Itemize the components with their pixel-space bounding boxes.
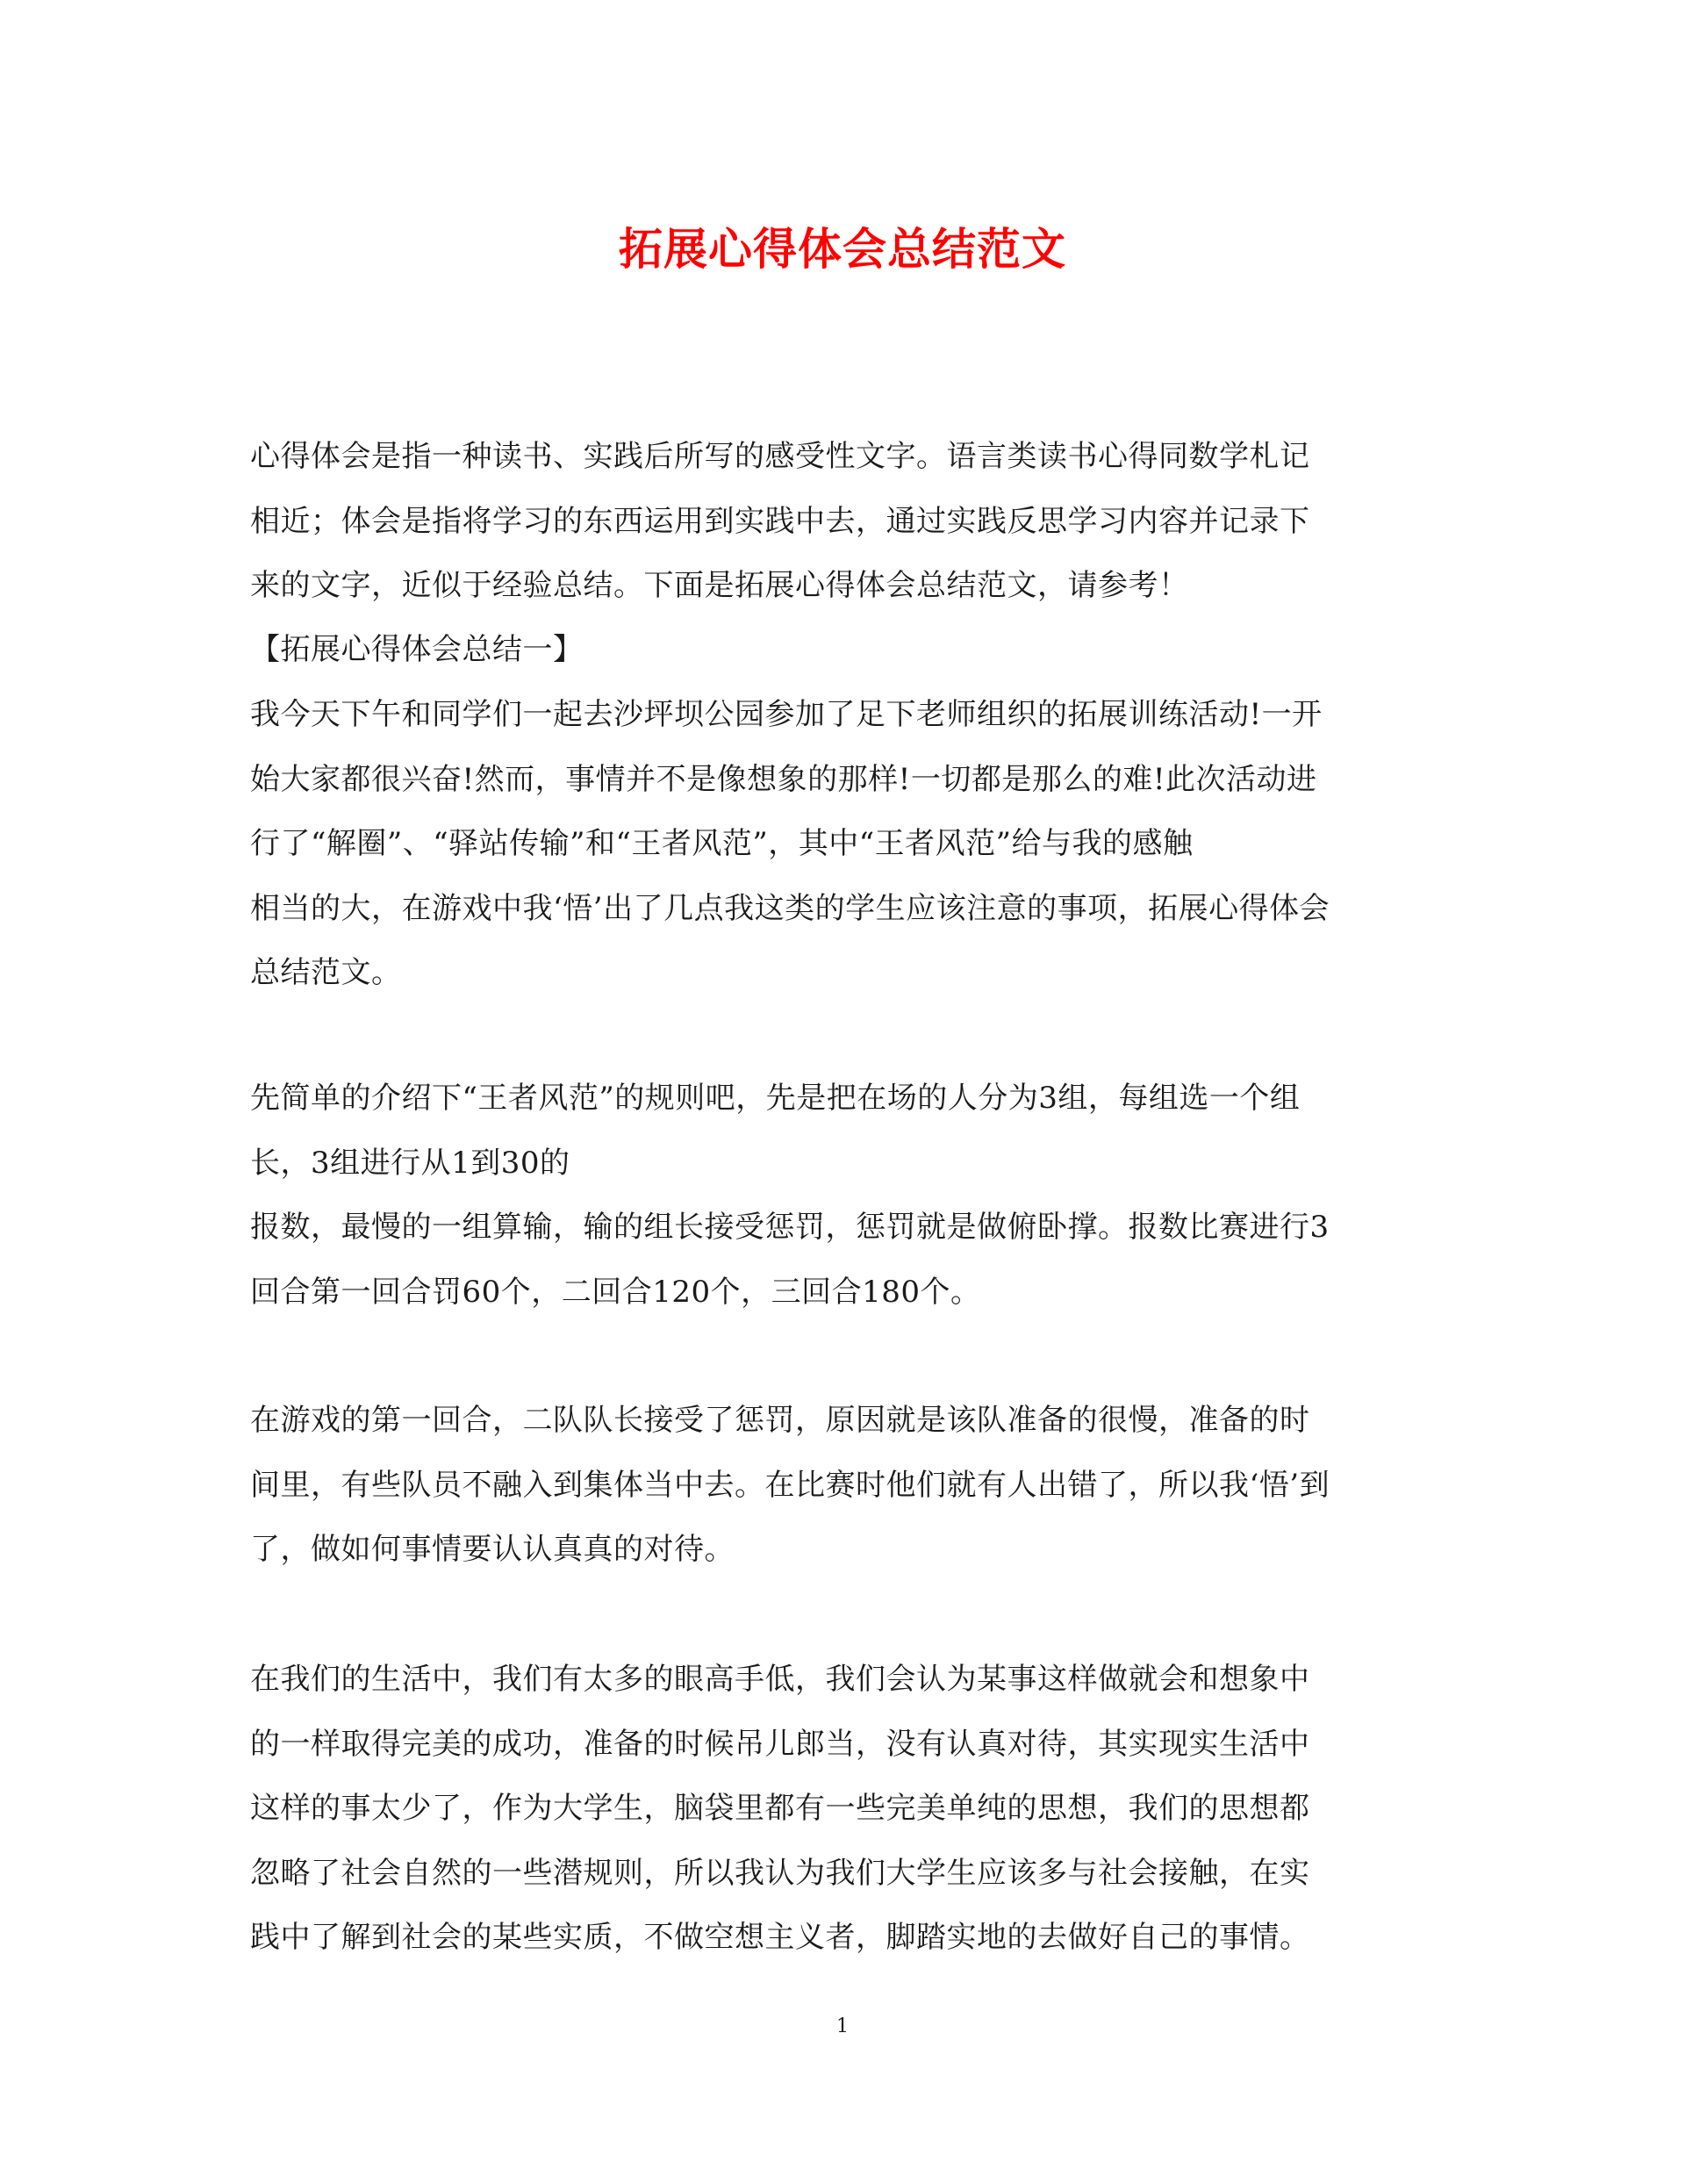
text-line: 心得体会是指一种读书、实践后所写的感受性文字。语言类读书心得同数学札记 (250, 439, 1310, 474)
text-line: 忽略了社会自然的一些潜规则，所以我认为我们大学生应该多与社会接触，在实 (250, 1855, 1310, 1891)
text-line: 在游戏的第一回合，二队队长接受了惩罚，原因就是该队准备的很慢，准备的时 (250, 1403, 1310, 1438)
text-line: 的一样取得完美的成功，准备的时候吊儿郎当，没有认真对待，其实现实生活中 (250, 1726, 1310, 1762)
text-line: 这样的事太少了，作为大学生，脑袋里都有一些完美单纯的思想，我们的思想都 (250, 1791, 1310, 1826)
text-line: 践中了解到社会的某些实质，不做空想主义者，脚踏实地的去做好自己的事情。 (250, 1920, 1310, 1955)
text-line: 始大家都很兴奋!然而，事情并不是像想象的那样!一切都是那么的难!此次活动进 (250, 761, 1317, 797)
page-number: 1 (836, 2015, 849, 2037)
text-line: 在我们的生活中，我们有太多的眼高手低，我们会认为某事这样做就会和想象中 (250, 1662, 1310, 1697)
text-line: 间里，有些队员不融入到集体当中去。在比赛时他们就有人出错了，所以我‘悟’到 (250, 1467, 1330, 1503)
text-line: 相近；体会是指将学习的东西运用到实践中去，通过实践反思学习内容并记录下 (250, 503, 1310, 539)
text-line: 了，做如何事情要认认真真的对待。 (250, 1532, 735, 1567)
document-title: 拓展心得体会总结范文 (619, 223, 1066, 275)
section-heading (250, 618, 1435, 683)
paragraph-round-one (250, 1389, 1435, 1583)
paragraph-intro (250, 425, 1435, 619)
text-line: 我今天下午和同学们一起去沙坪坝公园参加了足下老师组织的拓展训练活动!一开 (250, 697, 1323, 732)
text-line: 先简单的介绍下“王者风范”的规则吧，先是把在场的人分为3组，每组选一个组 (250, 1081, 1301, 1116)
paragraph-rules (250, 1067, 1435, 1196)
text-line: 总结范文。 (250, 955, 402, 990)
text-line: 【拓展心得体会总结一】 (250, 632, 584, 667)
text-line: 报数，最慢的一组算输，输的组长接受惩罚，惩罚就是做俯卧撑。报数比赛进行3 (250, 1210, 1330, 1245)
text-line: 行了“解圈”、“驿站传输”和“王者风范”，其中“王者风范”给与我的感触 (250, 826, 1194, 861)
paragraph-reflection (250, 1648, 1435, 1971)
text-line: 回合第一回合罚60个，二回合120个，三回合180个。 (250, 1274, 981, 1310)
paragraph-activity (250, 683, 1435, 1006)
text-line: 长，3组进行从1到30的 (250, 1145, 570, 1181)
text-line: 相当的大，在游戏中我‘悟’出了几点我这类的学生应该注意的事项，拓展心得体会 (250, 890, 1330, 926)
paragraph-counting (250, 1196, 1435, 1325)
text-line: 来的文字，近似于经验总结。下面是拓展心得体会总结范文，请参考！ (250, 568, 1189, 603)
